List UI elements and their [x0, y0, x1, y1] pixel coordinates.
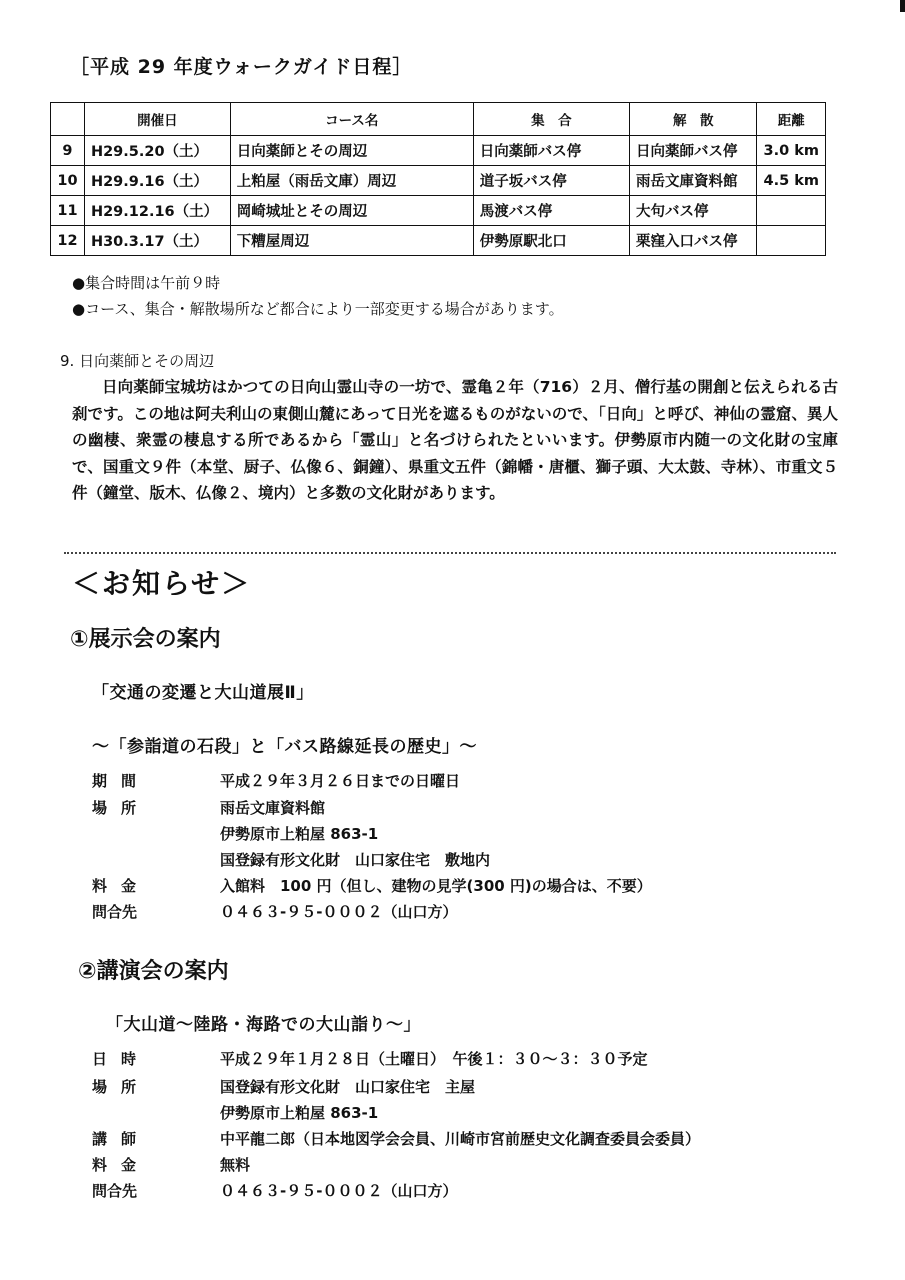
row-disband: 雨岳文庫資料館: [630, 166, 757, 196]
schedule-title: ［平成 29 年度ウォークガイド日程］: [70, 56, 413, 78]
notice-heading: ＜お知らせ＞: [72, 567, 252, 600]
note-meeting-time: ●集合時間は午前９時: [72, 274, 221, 292]
row-meet: 道子坂バス停: [473, 166, 629, 196]
table-header-row: [51, 103, 826, 136]
lecture-title: 「大山道～陸路・海路での大山詣り～」: [106, 1015, 421, 1035]
lecture-datetime: 平成２９年１月２８日（土曜日） 午後１：３０～３：３０予定: [220, 1050, 648, 1068]
lecture-place-label: 場所: [92, 1078, 151, 1096]
header-course: コース名: [230, 103, 473, 136]
note-changes: ●コース、集合・解散場所など都合により一部変更する場合があります。: [72, 300, 564, 318]
exhibition-place-label: 場所: [92, 799, 151, 817]
row-no: 11: [51, 196, 85, 226]
row-meet: 伊勢原駅北口: [473, 226, 629, 256]
exhibition-place-line3: 国登録有形文化財 山口家住宅 敷地内: [220, 851, 491, 869]
exhibition-fee-label: 料金: [92, 877, 151, 895]
exhibition-contact: ０４６３-９５-０００２（山口方）: [220, 903, 458, 921]
exhibition-period-label: 期間: [92, 772, 151, 790]
corner-mark: [900, 0, 905, 12]
header-distance: 距離: [757, 103, 826, 136]
table-row: [51, 226, 826, 256]
row-meet: 馬渡バス停: [473, 196, 629, 226]
row-no: 9: [51, 136, 85, 166]
header-no: [51, 103, 85, 136]
lecture-fee: 無料: [220, 1156, 251, 1174]
row-course: 日向薬師とその周辺: [230, 136, 473, 166]
lecture-contact-label: 問合先: [92, 1182, 138, 1200]
row-distance: 3.0 km: [757, 136, 826, 166]
lecture-speaker: 中平龍二郎（日本地図学会会員、川崎市宮前歴史文化調査委員会委員）: [220, 1130, 701, 1148]
exhibition-heading: ①展示会の案内: [70, 627, 221, 652]
table-row: [51, 136, 826, 166]
section9-title: 9. 日向薬師とその周辺: [60, 352, 215, 370]
exhibition-contact-label: 問合先: [92, 903, 138, 921]
header-date: 開催日: [84, 103, 230, 136]
exhibition-place-line1: 雨岳文庫資料館: [220, 799, 326, 817]
exhibition-subtitle: ～「参詣道の石段」と「バス路線延長の歴史」～: [92, 737, 477, 757]
exhibition-fee: 入館料 100 円（但し、建物の見学(300 円)の場合は、不要）: [220, 877, 652, 895]
row-meet: 日向薬師バス停: [473, 136, 629, 166]
lecture-place-line2: 伊勢原市上粕屋 863-1: [220, 1104, 379, 1122]
row-disband: 日向薬師バス停: [630, 136, 757, 166]
row-distance: 4.5 km: [757, 166, 826, 196]
row-date: H30.3.17（土）: [84, 226, 230, 256]
header-disband: 解 散: [630, 103, 757, 136]
row-course: 岡崎城址とその周辺: [230, 196, 473, 226]
lecture-place-line1: 国登録有形文化財 山口家住宅 主屋: [220, 1078, 476, 1096]
row-distance: [757, 226, 826, 256]
row-course: 下糟屋周辺: [230, 226, 473, 256]
row-disband: 栗窪入口バス停: [630, 226, 757, 256]
header-meet: 集 合: [473, 103, 629, 136]
row-no: 10: [51, 166, 85, 196]
lecture-speaker-label: 講師: [92, 1130, 151, 1148]
dotted-divider: [64, 552, 836, 554]
section9-body: 日向薬師宝城坊はかつての日向山霊山寺の一坊で、霊亀２年（716）２月、僧行基の開創と伝えられる古刹です。この地は阿夫利山の東側山麓にあって日光を遮るものがないので、「日向」と呼び、神仙の霊窟、異人の幽棲、衆霊の棲息する所であるから「霊山」と名づけられたといいます。伊勢原市内随一の文化財の宝庫で、国重文９件（本堂、厨子、仏像６、銅鐘）、県重文五件（錦幡・唐櫃、獅子頭、大太鼓、寺林）、市重文５件（鐘堂、版木、仏像２、境内）と多数の文化財があります。: [72, 378, 838, 503]
schedule-table: [50, 102, 826, 256]
row-date: H29.12.16（土）: [84, 196, 230, 226]
row-course: 上粕屋（雨岳文庫）周辺: [230, 166, 473, 196]
lecture-fee-label: 料金: [92, 1156, 151, 1174]
lecture-datetime-label: 日時: [92, 1050, 151, 1068]
exhibition-title: 「交通の変遷と大山道展Ⅱ」: [92, 683, 314, 703]
row-date: H29.5.20（土）: [84, 136, 230, 166]
exhibition-place-line2: 伊勢原市上粕屋 863-1: [220, 825, 379, 843]
table-row: [51, 166, 826, 196]
row-distance: [757, 196, 826, 226]
row-no: 12: [51, 226, 85, 256]
row-disband: 大句バス停: [630, 196, 757, 226]
table-row: [51, 196, 826, 226]
exhibition-period: 平成２９年３月２６日までの日曜日: [220, 772, 461, 790]
lecture-heading: ②講演会の案内: [78, 959, 229, 984]
row-date: H29.9.16（土）: [84, 166, 230, 196]
lecture-contact: ０４６３-９５-０００２（山口方）: [220, 1182, 458, 1200]
